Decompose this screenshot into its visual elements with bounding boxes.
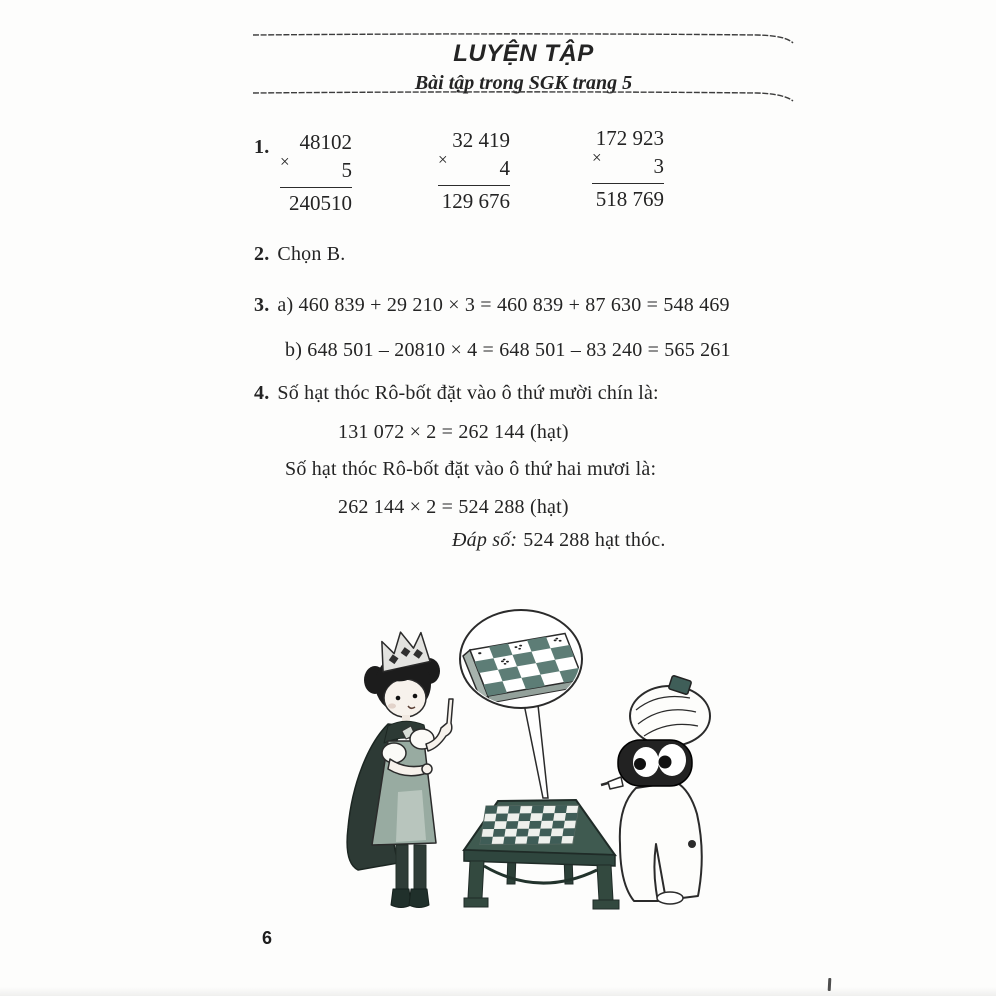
turban <box>630 686 710 746</box>
chess-table <box>464 800 619 909</box>
robot-foot <box>657 892 683 904</box>
problem2-text: Chọn B. <box>277 243 346 265</box>
answer-text: 524 288 hạt thóc. <box>523 529 666 551</box>
product: 129 676 <box>441 189 510 213</box>
problem1-label: 1. <box>254 136 270 158</box>
multiplier: 3 <box>592 151 664 184</box>
bubble-tail <box>524 704 548 798</box>
table-chessboard <box>480 805 579 844</box>
pointing-finger <box>601 783 608 785</box>
boot-right <box>409 889 429 908</box>
page-number: 6 <box>262 928 273 948</box>
problem2-line <box>254 243 346 265</box>
leg-left <box>396 845 408 891</box>
product: 240510 <box>289 191 352 215</box>
problem3-expression-b: b) 648 501 – 20810 × 4 = 648 501 – 83 240 = 565 261 <box>285 339 731 361</box>
multiply-icon: × <box>592 148 602 167</box>
lesson-subtitle: Bài tập trong SGK trang 5 <box>414 72 633 94</box>
header-bottom-rule <box>252 88 795 102</box>
pupil-right <box>659 756 672 769</box>
multiply-icon: × <box>438 150 448 169</box>
hand-left <box>422 764 432 774</box>
pointing-hand <box>608 777 623 789</box>
multiplier: 5 <box>280 155 352 188</box>
robe-button <box>688 840 696 848</box>
problem4-statement-1: Số hạt thóc Rô-bốt đặt vào ô thứ mười chín là: <box>277 382 659 404</box>
problem4-label: 4. <box>254 382 270 404</box>
boot-left <box>391 889 411 908</box>
eye-left <box>396 696 401 701</box>
leg-right <box>414 845 426 891</box>
problem4-line1 <box>254 382 659 404</box>
product: 518 769 <box>595 187 664 211</box>
face <box>384 679 426 717</box>
problem4-answer <box>452 529 666 551</box>
pupil-left <box>634 758 646 770</box>
sleeve-left <box>382 743 406 763</box>
multiplication-2 <box>438 128 510 213</box>
scan-bottom-edge <box>0 987 996 996</box>
problem3-label: 3. <box>254 294 270 316</box>
problem3-expression-a: a) 460 839 + 29 210 × 3 = 460 839 + 87 630 = 548 469 <box>277 294 730 316</box>
illustration-svg <box>318 592 748 937</box>
multiplicand: 48102 <box>299 130 352 154</box>
problem2-label: 2. <box>254 243 270 265</box>
apron <box>396 790 426 842</box>
zoom-bubble <box>460 610 585 708</box>
lesson-header <box>252 30 795 102</box>
princess-character <box>347 628 453 908</box>
multiply-icon: × <box>280 152 290 171</box>
problem3-line-b <box>285 339 731 361</box>
problem4-line2: Số hạt thóc Rô-bốt đặt vào ô thứ hai mươi là: <box>285 458 657 480</box>
raised-arm-pointing <box>426 699 453 751</box>
multiplication-3 <box>592 126 664 211</box>
multiplicand: 172 923 <box>595 126 664 150</box>
illustration <box>318 592 748 942</box>
lesson-title: LUYỆN TẬP <box>453 40 594 67</box>
answer-label: Đáp số: <box>452 529 518 551</box>
problem3-line-a <box>254 294 730 316</box>
problem4-equation2: 262 144 × 2 = 524 288 (hạt) <box>338 496 569 518</box>
blush <box>388 703 396 708</box>
multiplier: 4 <box>438 153 510 186</box>
robot-character <box>601 675 710 904</box>
multiplicand: 32 419 <box>452 128 510 152</box>
problem4-equation1: 131 072 × 2 = 262 144 (hạt) <box>338 421 569 443</box>
multiplication-1 <box>280 130 352 215</box>
eye-right <box>413 694 418 699</box>
